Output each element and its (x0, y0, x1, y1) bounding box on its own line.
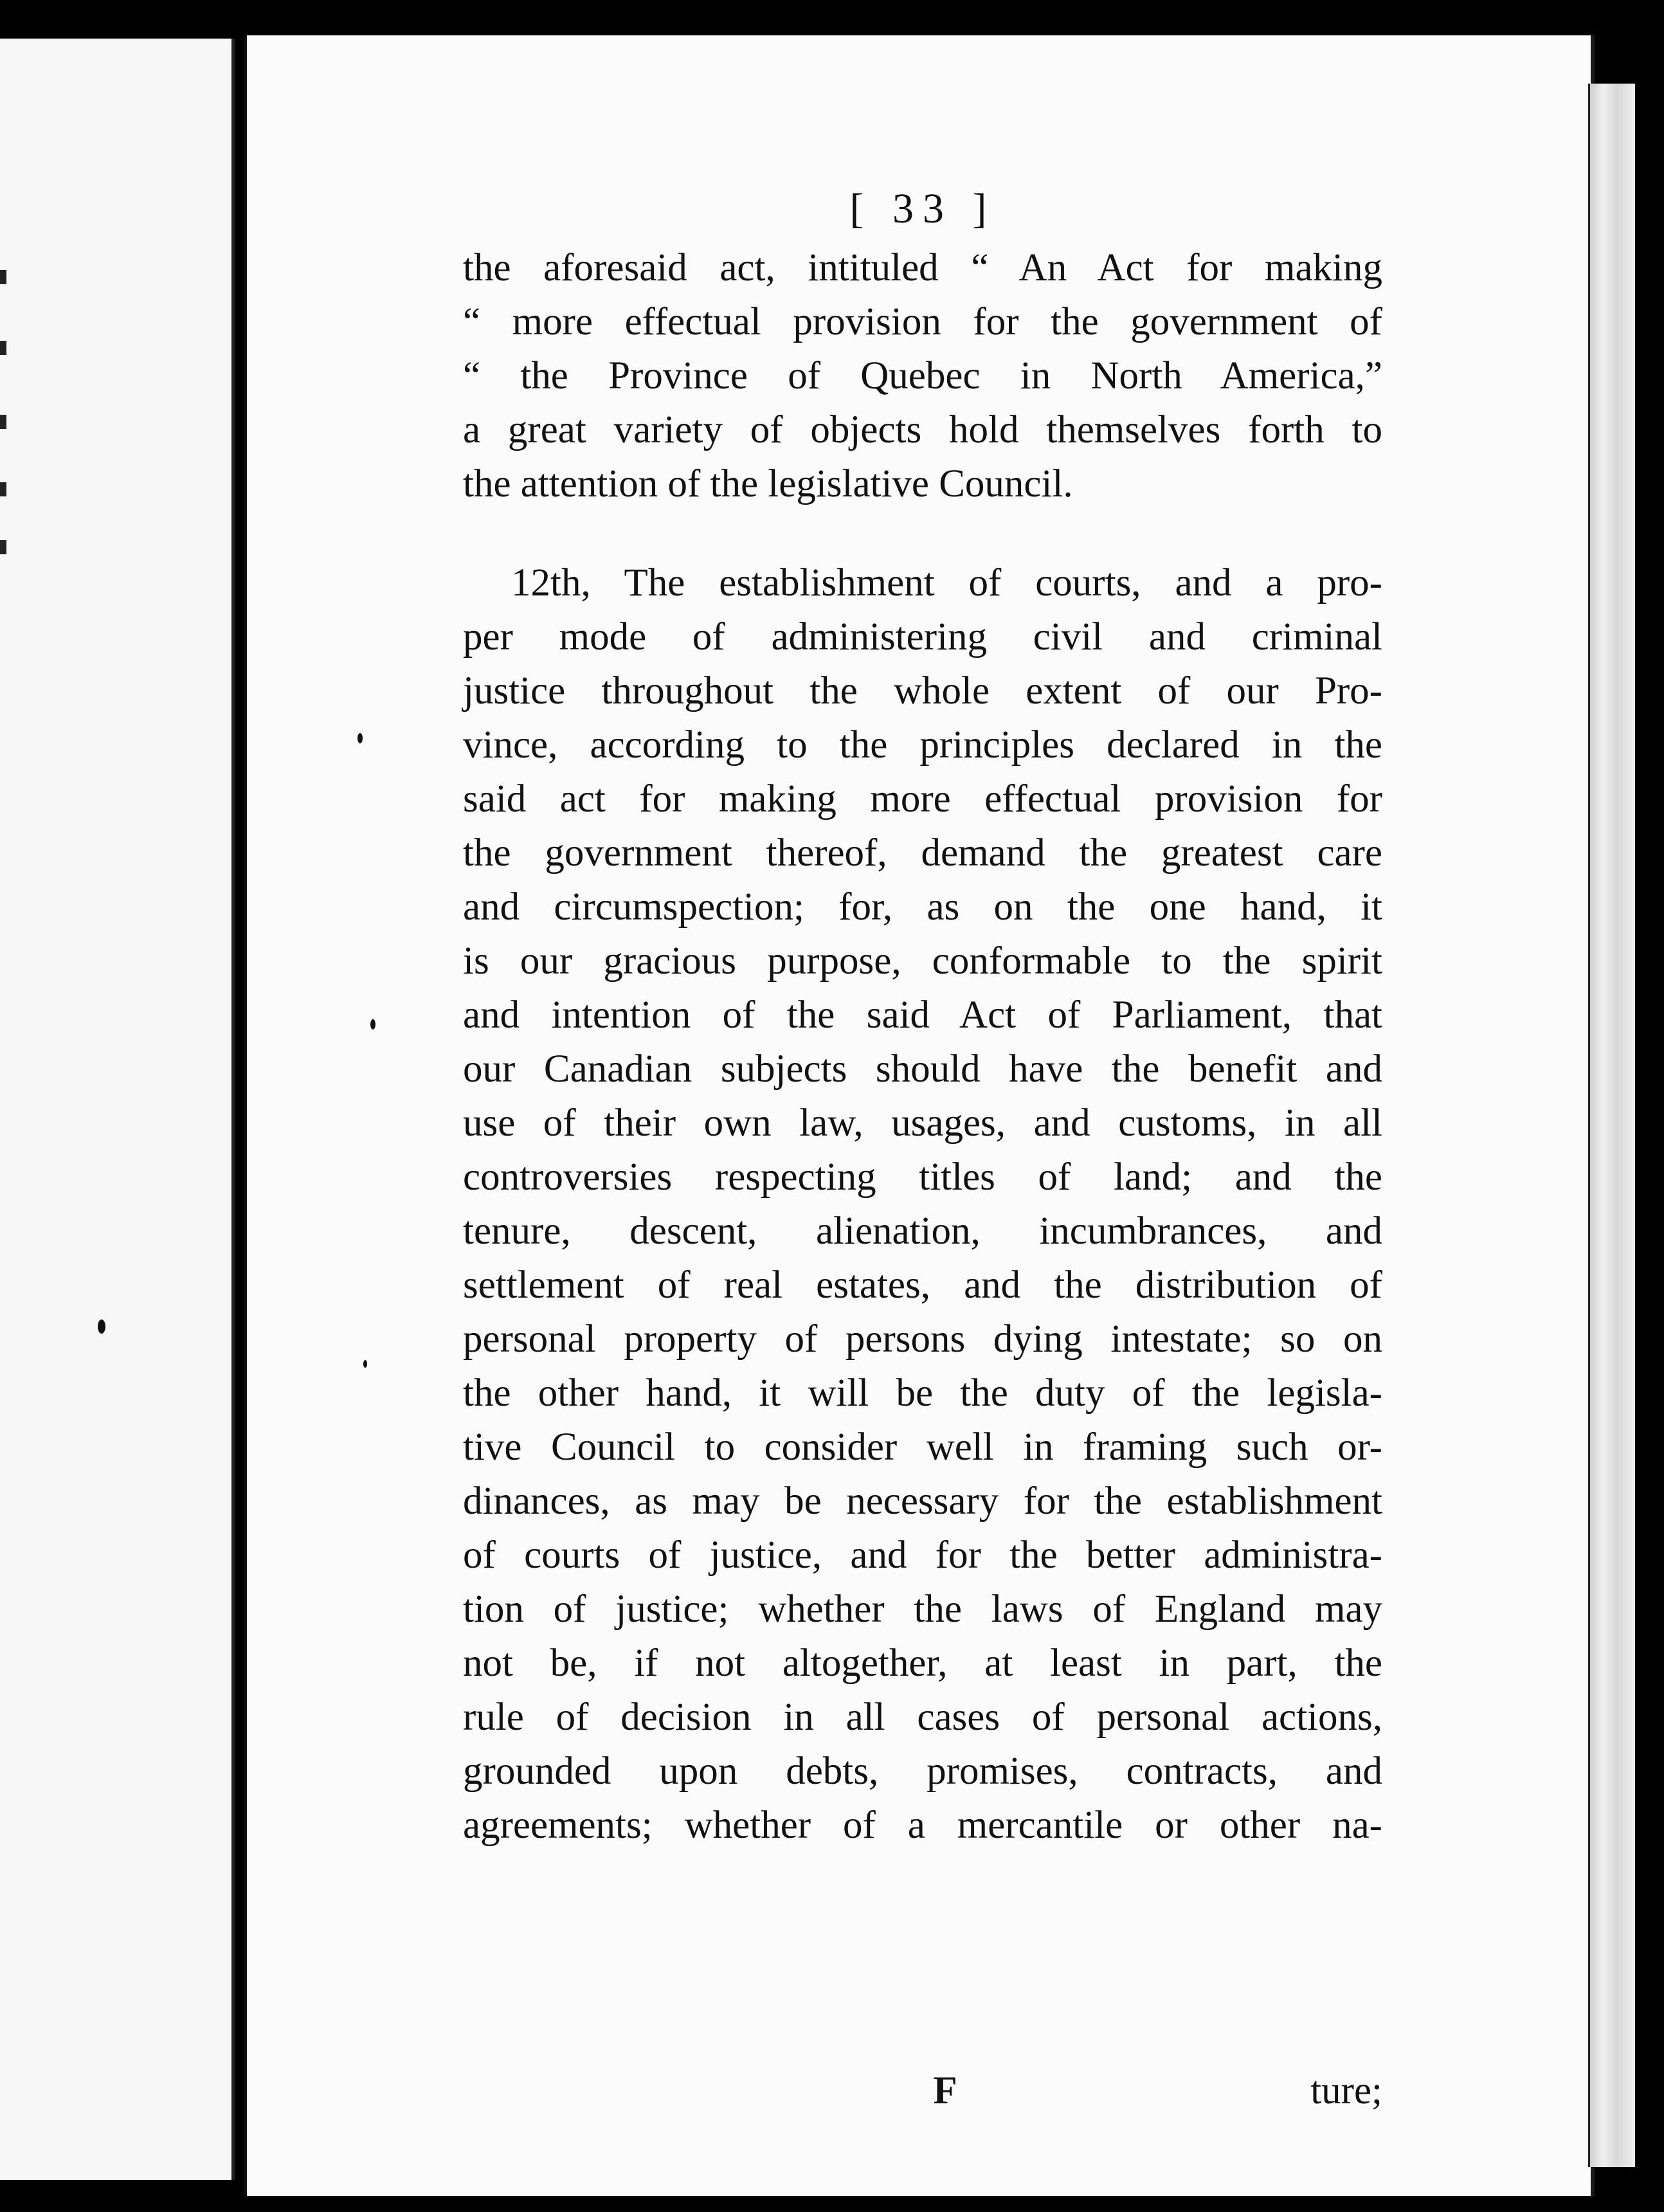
text-line: “ the Province of Quebec in North America,” (463, 354, 1382, 397)
text-line: 12th, The establishment of courts, and a pro- (511, 561, 1382, 604)
text-line: and intention of the said Act of Parliament, that (463, 993, 1382, 1037)
left-page-margin-mark (0, 482, 6, 496)
page-edges (1588, 84, 1635, 2167)
text-line: justice throughout the whole extent of our Pro- (463, 669, 1382, 712)
ink-speck (363, 1360, 367, 1368)
page-number: [ 33 ] (849, 185, 996, 232)
text-line: tive Council to consider well in framing such or- (463, 1426, 1382, 1469)
left-page-margin-mark (0, 415, 6, 429)
text-line: dinances, as may be necessary for the establishment (463, 1480, 1382, 1523)
ink-speck (370, 1019, 375, 1029)
text-line: our Canadian subjects should have the benefit and (463, 1047, 1382, 1091)
text-line: said act for making more effectual provision for (463, 777, 1382, 820)
text-line: the government thereof, demand the greatest care (463, 831, 1382, 875)
text-line: is our gracious purpose, conformable to the spirit (463, 939, 1382, 983)
text-line: vince, according to the principles declared in the (463, 723, 1382, 766)
text-line: rule of decision in all cases of personal actions, (463, 1696, 1382, 1739)
text-line: agreements; whether of a mercantile or other na- (463, 1804, 1382, 1847)
text-line: personal property of persons dying intestate; so on (463, 1318, 1382, 1361)
text-line: and circumspection; for, as on the one hand, it (463, 885, 1382, 929)
left-page-margin-mark (0, 341, 6, 355)
signature-mark: F (933, 2069, 957, 2112)
text-line: “ more effectual provision for the government of (463, 300, 1382, 343)
left-page-margin-mark (0, 270, 6, 284)
text-line: a great variety of objects hold themselves forth to (463, 408, 1382, 451)
text-line: the other hand, it will be the duty of the legisla- (463, 1372, 1382, 1415)
catchword: ture; (1310, 2069, 1382, 2112)
text-line: tenure, descent, alienation, incumbrances, and (463, 1210, 1382, 1253)
text-line: settlement of real estates, and the distribution of (463, 1264, 1382, 1307)
ink-speck (357, 733, 363, 743)
ink-speck (98, 1319, 105, 1334)
text-line: not be, if not altogether, at least in part, the (463, 1642, 1382, 1685)
text-line: the aforesaid act, intituled “ An Act for making (463, 246, 1382, 289)
text-line: the attention of the legislative Council. (463, 462, 1073, 505)
text-line: use of their own law, usages, and customs, in all (463, 1101, 1382, 1145)
text-line: of courts of justice, and for the better administra- (463, 1534, 1382, 1577)
text-line: per mode of administering civil and criminal (463, 615, 1382, 658)
left-page-margin-mark (0, 540, 6, 554)
text-line: tion of justice; whether the laws of England may (463, 1588, 1382, 1631)
text-line: grounded upon debts, promises, contracts, and (463, 1750, 1382, 1793)
text-line: controversies respecting titles of land; and the (463, 1156, 1382, 1199)
left-page (0, 39, 235, 2180)
